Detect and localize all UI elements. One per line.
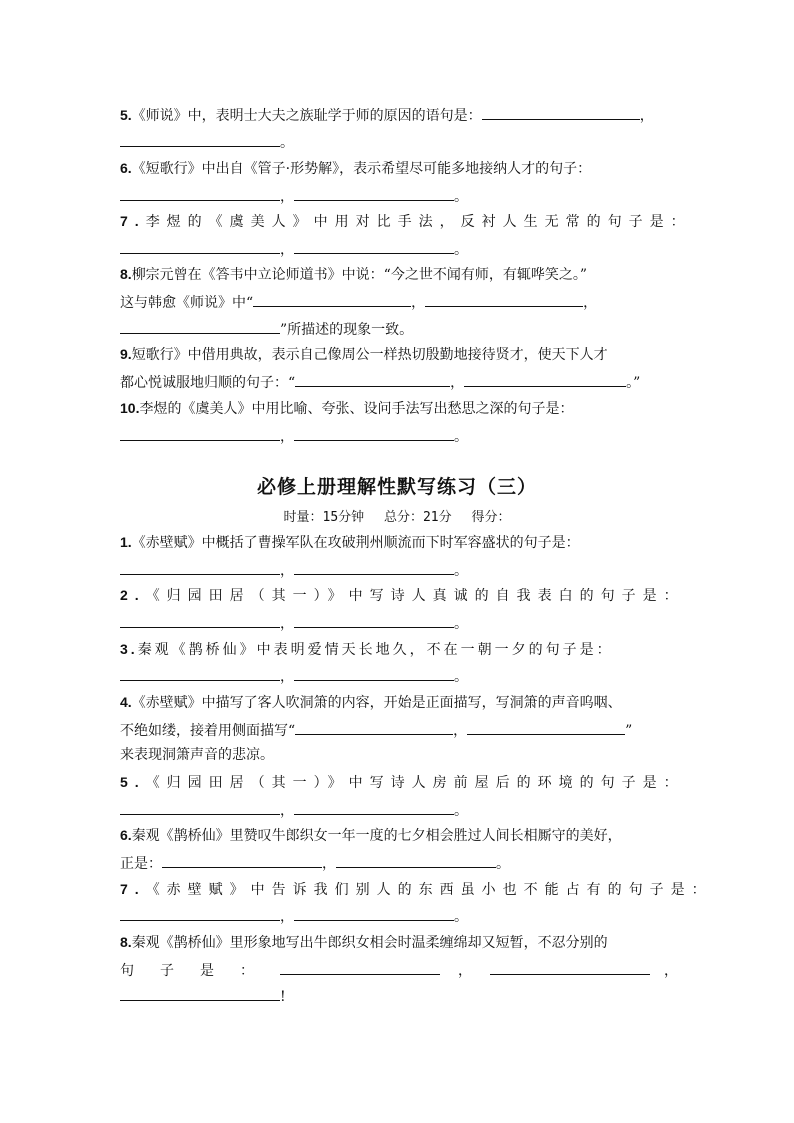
separator: ， (280, 429, 294, 445)
answer-blank[interactable] (425, 291, 583, 307)
question-number: 7. (120, 213, 146, 229)
question-5 (120, 104, 695, 126)
answer-blank[interactable] (120, 318, 280, 334)
question-8-cont (120, 291, 695, 313)
s2-question-4-cont (120, 719, 695, 741)
separator: ， (411, 295, 426, 311)
question-number: 5. (120, 774, 146, 790)
answer-blank[interactable] (120, 612, 280, 628)
s2-question-1-answers (120, 559, 695, 581)
end-mark: 。 (454, 189, 468, 205)
separator: ， (280, 242, 294, 258)
question-text: 都心悦诚服地归顺的句子：“ (120, 375, 296, 391)
question-text: 《师说》中，表明士大夫之族耻学于师的原因的语句是： (131, 108, 482, 124)
answer-blank[interactable] (467, 719, 625, 735)
question-8 (120, 264, 695, 285)
question-text: 柳宗元曾在《答韦中立论师道书》中说：“今之世不闻有师，有辄哗笑之。” (131, 267, 587, 283)
answer-blank[interactable] (294, 238, 454, 254)
answer-blank[interactable] (464, 371, 626, 387)
question-text: 《短歌行》中出自《管子·形势解》，表示希望尽可能多地接纳人才的句子： (131, 161, 592, 177)
s2-question-8 (120, 932, 695, 953)
s2-question-5-answers (120, 799, 695, 821)
answer-blank[interactable] (253, 291, 411, 307)
question-text: 《归园田居（其一）》中写诗人房前屋后的环境的句子是： (145, 775, 685, 791)
answer-blank[interactable] (120, 131, 280, 147)
time-label: 时量：15分钟 (283, 510, 365, 525)
answer-blank[interactable] (294, 559, 454, 575)
end-mark: 。 (496, 856, 510, 872)
question-9-cont (120, 371, 695, 393)
question-number: 10. (120, 400, 140, 416)
separator: ， (458, 963, 472, 979)
answer-blank[interactable] (294, 185, 454, 201)
s2-question-6-cont (120, 852, 695, 874)
end-mark: 。 (454, 669, 468, 685)
question-text: 秦观《鹊桥仙》里形象地写出牛郎织女相会时温柔缠绵却又短暂，不忍分别的 (131, 935, 608, 951)
answer-blank[interactable] (490, 959, 650, 975)
question-number: 8. (120, 934, 132, 950)
s2-question-8-cont (120, 959, 695, 981)
answer-blank[interactable] (120, 905, 280, 921)
end-mark: 。 (454, 909, 468, 925)
end-mark: 。 (454, 803, 468, 819)
separator: ， (450, 375, 465, 391)
end-mark: 。 (454, 429, 468, 445)
answer-blank[interactable] (120, 238, 280, 254)
end-mark: 。” (626, 375, 641, 391)
question-5-cont (120, 131, 695, 153)
end-mark: ! (280, 989, 286, 1005)
separator: ， (280, 803, 294, 819)
question-number: 2. (120, 587, 146, 603)
answer-blank[interactable] (120, 985, 280, 1001)
separator: ， (639, 108, 654, 124)
separator: ， (664, 963, 678, 979)
end-mark: 。 (454, 563, 468, 579)
answer-blank[interactable] (120, 425, 280, 441)
question-text: 《赤壁赋》中概括了曹操军队在攻破荆州顺流而下时军容盛状的句子是： (131, 535, 580, 551)
question-text: 秦观《鹊桥仙》中表明爱情天长地久，不在一朝一夕的句子是： (137, 642, 614, 658)
total-label: 总分：21分 (383, 510, 452, 525)
question-number: 6. (120, 160, 132, 176)
answer-blank[interactable] (280, 959, 440, 975)
question-text: 短歌行》中借用典故，表示自己像周公一样热切殷勤地接待贤才，使天下人才 (131, 347, 608, 363)
end-mark: 。 (454, 242, 468, 258)
separator: ， (280, 909, 294, 925)
question-number: 7. (120, 881, 146, 897)
question-9 (120, 344, 695, 365)
s2-question-7-answers (120, 905, 695, 927)
question-text: 李煜的《虞美人》中用比喻、夸张、设问手法写出愁思之深的句子是： (139, 401, 574, 417)
question-10-answers (120, 425, 695, 447)
question-number: 3. (120, 641, 138, 657)
answer-blank[interactable] (336, 852, 496, 868)
question-text: 来表现洞箫声音的悲凉。 (120, 747, 274, 763)
answer-blank[interactable] (294, 425, 454, 441)
question-6 (120, 158, 695, 179)
question-text: 《赤壁赋》中描写了客人吹洞箫的内容，开始是正面描写，写洞箫的声音呜咽、 (131, 695, 622, 711)
answer-blank[interactable] (294, 905, 454, 921)
question-7-answers (120, 238, 695, 260)
question-number: 1. (120, 534, 132, 550)
separator: ， (280, 189, 294, 205)
score-label: 得分： (471, 510, 511, 525)
question-7 (120, 211, 695, 232)
question-number: 8. (120, 266, 132, 282)
separator: ， (322, 856, 336, 872)
question-6-answers (120, 185, 695, 207)
answer-blank[interactable] (294, 799, 454, 815)
separator: ， (280, 563, 294, 579)
question-text: ”所描述的现象一致。 (280, 322, 414, 338)
answer-blank[interactable] (120, 559, 280, 575)
question-number: 5. (120, 107, 132, 123)
answer-blank[interactable] (295, 371, 450, 387)
s2-question-6 (120, 825, 695, 846)
s2-question-1 (120, 532, 695, 553)
end-mark: 。 (454, 616, 468, 632)
s2-question-2 (120, 585, 695, 606)
question-text: 不绝如缕，接着用侧面描写“ (120, 723, 296, 739)
answer-blank[interactable] (294, 665, 454, 681)
answer-blank[interactable] (120, 799, 280, 815)
question-text: 《归园田居（其一）》中写诗人真诚的自我表白的句子是： (145, 588, 685, 604)
answer-blank[interactable] (120, 185, 280, 201)
separator: ， (583, 295, 598, 311)
question-text: 正是： (120, 856, 162, 872)
question-number: 4. (120, 694, 132, 710)
question-8-tail (120, 318, 695, 340)
question-10 (120, 398, 695, 419)
question-text: 《赤壁赋》中告诉我们别人的东西虽小也不能占有的句子是： (145, 882, 713, 898)
answer-blank[interactable] (120, 665, 280, 681)
s2-question-5 (120, 772, 695, 793)
end-mark: 。 (280, 135, 294, 151)
question-number: 9. (120, 346, 132, 362)
question-text: 这与韩愈《师说》中“ (120, 295, 254, 311)
s2-question-4-tail (120, 745, 695, 765)
separator: ， (453, 723, 468, 739)
question-text: 句子是： (120, 963, 280, 979)
question-number: 6. (120, 827, 132, 843)
section-title: 必修上册理解性默写练习（三） (256, 476, 537, 498)
separator: ， (280, 669, 294, 685)
question-text: 秦观《鹊桥仙》里赞叹牛郎织女一年一度的七夕相会胜过人间长相厮守的美好， (131, 828, 622, 844)
s2-question-7 (120, 879, 713, 900)
s2-question-3-answers (120, 665, 695, 687)
answer-blank[interactable] (294, 612, 454, 628)
exam-meta (0, 506, 794, 525)
answer-blank[interactable] (295, 719, 453, 735)
separator: ， (280, 616, 294, 632)
answer-blank[interactable] (482, 104, 640, 120)
s2-question-2-answers (120, 612, 695, 634)
s2-question-4 (120, 692, 695, 713)
s2-question-8-tail (120, 985, 695, 1007)
question-text: 李煜的《虞美人》中用对比手法，反衬人生无常的句子是： (145, 214, 692, 230)
close-quote: ” (625, 723, 633, 739)
s2-question-3 (120, 639, 695, 660)
answer-blank[interactable] (162, 852, 322, 868)
